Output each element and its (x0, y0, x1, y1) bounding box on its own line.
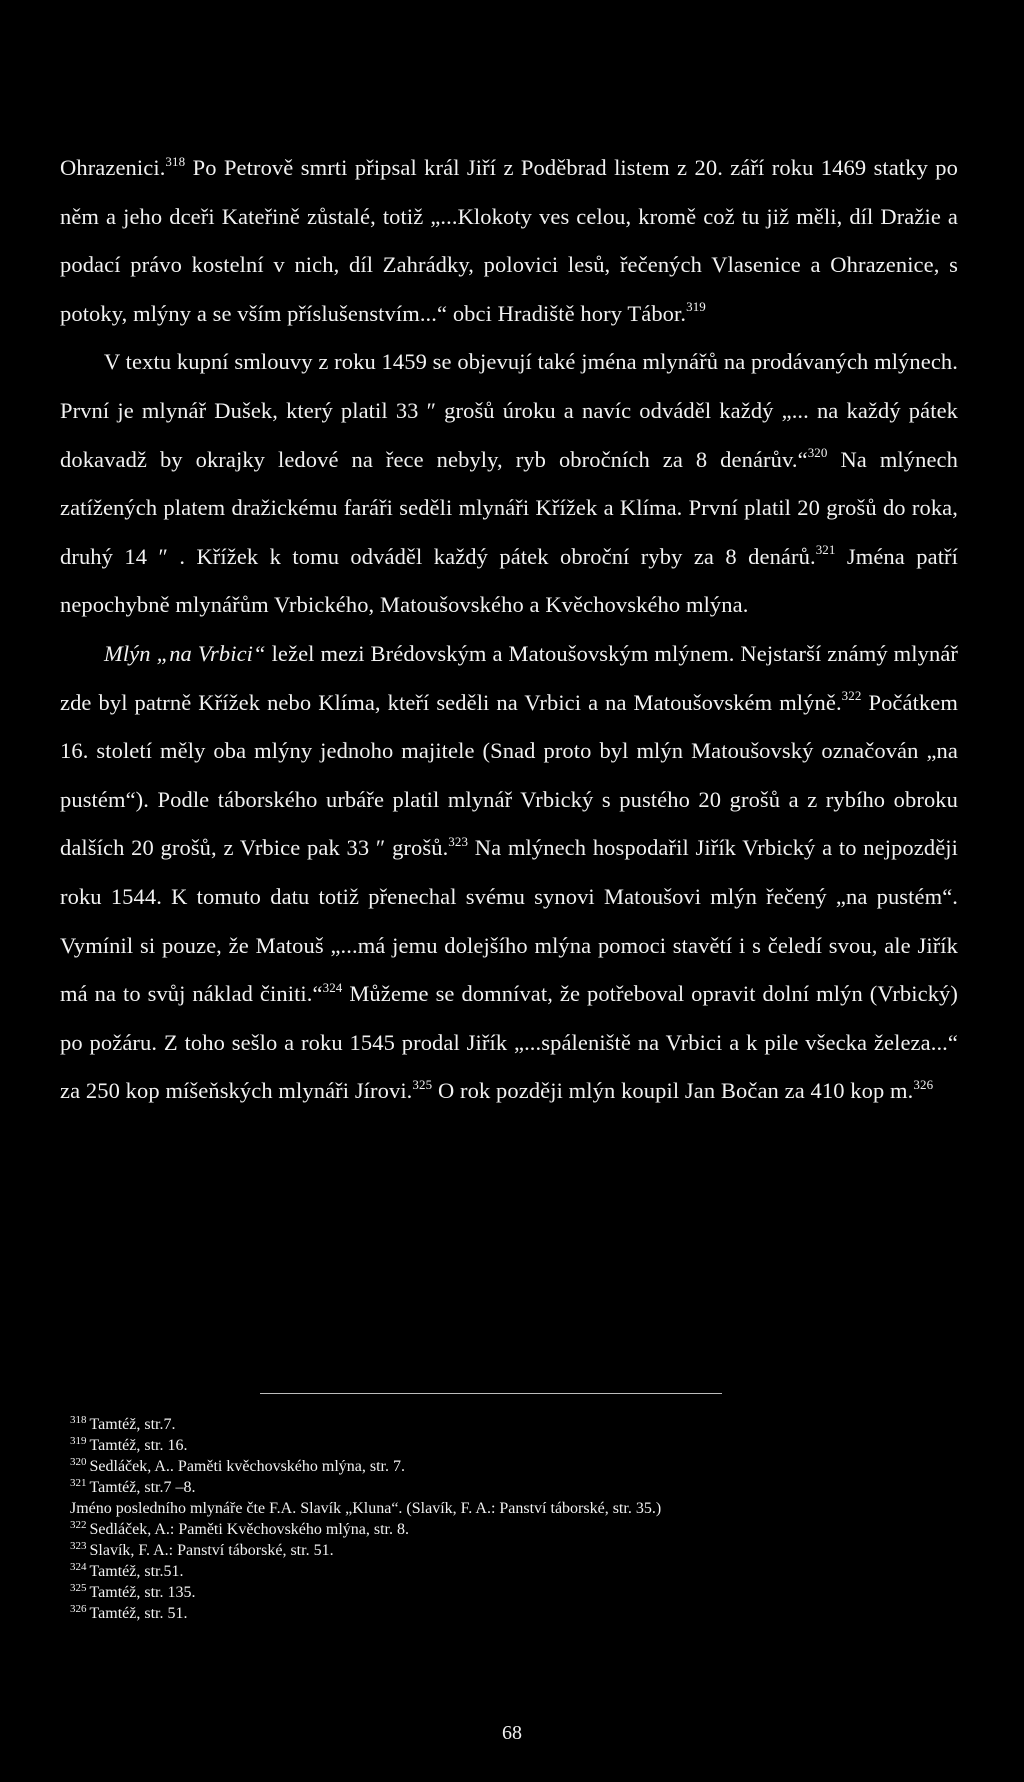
footnote-item (70, 1603, 950, 1624)
footnote-number: 319 (70, 1434, 87, 1447)
footnote-number: 325 (70, 1581, 87, 1594)
page-number: 68 (502, 1722, 522, 1744)
text-span: O rok později mlýn koupil Jan Bočan za 410 kop m. (432, 1078, 914, 1104)
footnote-ref-325[interactable]: 325 (412, 1076, 433, 1092)
text-span: ležel mezi Brédovským a Matoušovským mlýnem. Nejstarší známý mlynář zde byl patrně Křížek nebo Klíma, kteří seděli na Vrbici a na Matoušovském mlýně. (60, 640, 958, 715)
text-span: Na mlýnech zatížených platem dražickému faráři seděli mlynáři Křížek a Klíma. První platil 20 grošů do roka, druhý 14 ″ . Křížek k tomu odváděl každý pátek obroční ryby za 8 denárů. (60, 446, 958, 569)
footnote-ref-319[interactable]: 319 (686, 299, 706, 315)
footnote-text: Tamtéž, str. 51. (89, 1605, 188, 1622)
text-span: Můžeme se domnívat, že potřeboval opravit dolní mlýn (Vrbický) po požáru. Z toho sešlo a roku 1545 prodal Jiřík „...spáleniště na Vrbici a k pile všecka železa...“ za 250 kop míšeňských mlynáři Jírovi. (60, 981, 958, 1104)
footnotes (70, 1414, 950, 1624)
mill-name-italic: Mlýn „na Vrbici“ (104, 640, 266, 666)
footnote-item (70, 1582, 950, 1603)
footnote-text: Tamtéž, str.51. (89, 1563, 184, 1580)
footnote-text: Sedláček, A.: Paměti Kvěchovského mlýna, str. 8. (89, 1521, 409, 1538)
footnote-number: 318 (70, 1413, 87, 1426)
paragraph-3 (60, 630, 958, 1116)
text-span: Ohrazenici. (60, 155, 166, 180)
footnote-text: Tamtéž, str.7 –8. (89, 1479, 196, 1496)
footnote-ref-324[interactable]: 324 (322, 979, 343, 995)
text-span: V textu kupní smlouvy z roku 1459 se objevují také jména mlynářů na prodávaných mlýnech. První je mlynář Dušek, který platil 33 ″ grošů úroku a navíc odváděl každý „... na každý pátek dokavadž by okrajky ledové na řece nebyly, ryb obročních za 8 denárův.“ (60, 349, 958, 472)
footnote-item (70, 1561, 950, 1582)
footnote-text: Jméno posledního mlynáře čte F.A. Slavík „Kluna“. (Slavík, F. A.: Panství táborské, str. 35.) (70, 1500, 662, 1517)
footnote-item (70, 1477, 950, 1498)
footnote-text: Sedláček, A.. Paměti kvěchovského mlýna, str. 7. (89, 1458, 405, 1475)
text-span: Počátkem 16. století měly oba mlýny jednoho majitele (Snad proto byl mlýn Matoušovský označován „na pustém“). Podle táborského urbáře platil mlynář Vrbický s pustého 20 grošů a z rybího obroku dalších 20 grošů, z Vrbice pak 33 ″ grošů. (60, 689, 958, 861)
footnote-text: Slavík, F. A.: Panství táborské, str. 51. (89, 1542, 334, 1559)
text-span: Jména patří nepochybně mlynářům Vrbického, Matoušovského a Kvěchovského mlýna. (60, 543, 958, 618)
footnote-number: 320 (70, 1455, 87, 1468)
footnote-item (70, 1519, 950, 1540)
footnote-item (70, 1498, 950, 1519)
text-span: Po Petrově smrti připsal král Jiří z Poděbrad listem z 20. září roku 1469 statky po něm a jeho dceři Kateřině zůstalé, totiž „...Klokoty ves celou, kromě což tu již měli, díl Dražie a podací právo kostelní v nich, díl Zahrádky, polovici lesů, řečených Vlasenice a Ohrazenice, s potoky, mlýny a se vším příslušenstvím...“ obci Hradiště hory Tábor. (60, 155, 958, 326)
footnote-item (70, 1456, 950, 1477)
footnote-ref-322[interactable]: 322 (841, 688, 862, 704)
text-span: Na mlýnech hospodařil Jiřík Vrbický a to nejpozději roku 1544. K tomuto datu totiž přenechal svému synovi Matoušovi mlýn řečený „na pustém“. Vymínil si pouze, že Matouš „...má jemu dolejšího mlýna pomoci stavětí i s čeledí svou, ale Jiřík má na to svůj náklad činiti.“ (60, 835, 958, 1007)
footnote-text: Tamtéž, str.7. (89, 1416, 176, 1433)
paragraph-1 (60, 144, 958, 338)
main-text (60, 144, 958, 1116)
footnote-ref-323[interactable]: 323 (448, 833, 469, 849)
footnote-item (70, 1435, 950, 1456)
footnote-ref-318[interactable]: 318 (165, 153, 186, 169)
footnote-number: 321 (70, 1476, 87, 1489)
footnote-item (70, 1540, 950, 1561)
footnote-item (70, 1414, 950, 1435)
footnote-number: 322 (70, 1518, 87, 1531)
footnote-ref-326[interactable]: 326 (913, 1076, 934, 1092)
footnote-text: Tamtéž, str. 16. (89, 1437, 188, 1454)
footnote-number: 323 (70, 1539, 87, 1552)
footnote-number: 326 (70, 1602, 87, 1615)
footnote-ref-320[interactable]: 320 (807, 445, 828, 461)
footnote-divider (260, 1393, 722, 1394)
footnote-number: 324 (70, 1560, 87, 1573)
paragraph-2 (60, 338, 958, 630)
footnote-text: Tamtéž, str. 135. (89, 1584, 196, 1601)
footnote-ref-321[interactable]: 321 (815, 542, 836, 558)
